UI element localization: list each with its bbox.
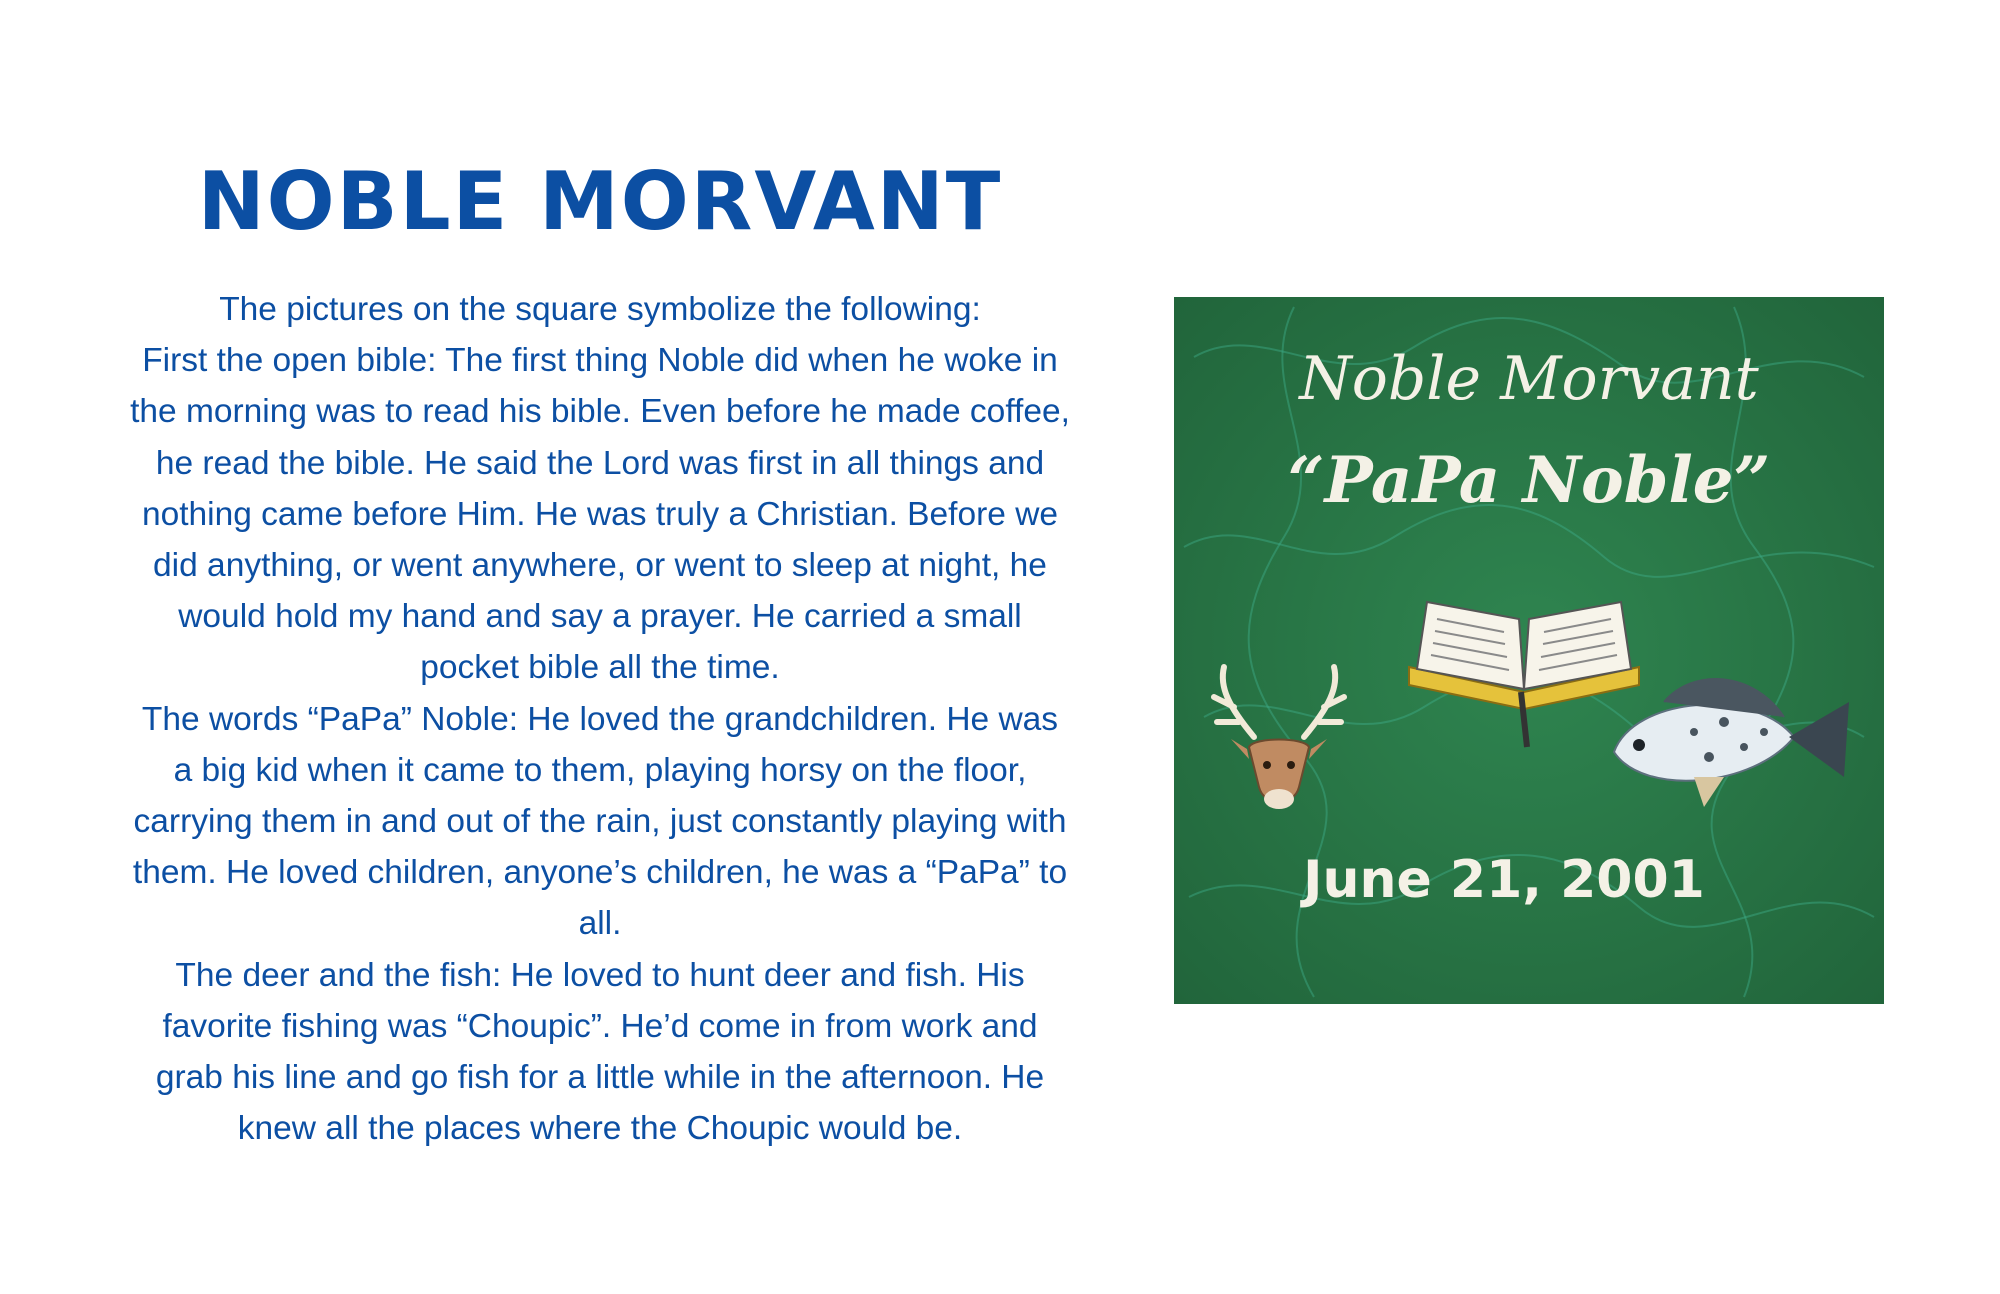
deer-fish-paragraph: The deer and the fish: He loved to hunt deer and fish. His favorite fishing was “Choupic”. He’d come in from work and grab his line and go fish for a little while in the afternoon. He knew all the places where the Choupic would be. [155,956,1045,1148]
story-text [128,284,1072,1154]
page-title: NOBLE MORVANT [197,155,1003,248]
quilt-date-text: June 21, 2001 [1303,850,1705,910]
quilt-name-text: Noble Morvant [1299,344,1759,414]
quilt-square-image [1174,297,1884,1004]
quilt-nickname-text: “PaPa Noble” [1287,443,1771,518]
intro-paragraph: The pictures on the square symbolize the following: [219,291,981,328]
bible-paragraph: First the open bible: The first thing Noble did when he woke in the morning was to read his bible. Even before he made coffee, he read the bible. He said the Lord was first in all things and nothing came before Him. He was truly a Christian. Before we did anything, or went anywhere, or went to sleep at night, he would hold my hand and say a prayer. He carried a small pocket bible all the time. [130,342,1070,687]
papa-paragraph: The words “PaPa” Noble: He loved the grandchildren. He was a big kid when it came to them, playing horsy on the floor, carrying them in and out of the rain, just constantly playing with them. He loved children, anyone’s children, he was a “PaPa” to all. [132,700,1068,943]
